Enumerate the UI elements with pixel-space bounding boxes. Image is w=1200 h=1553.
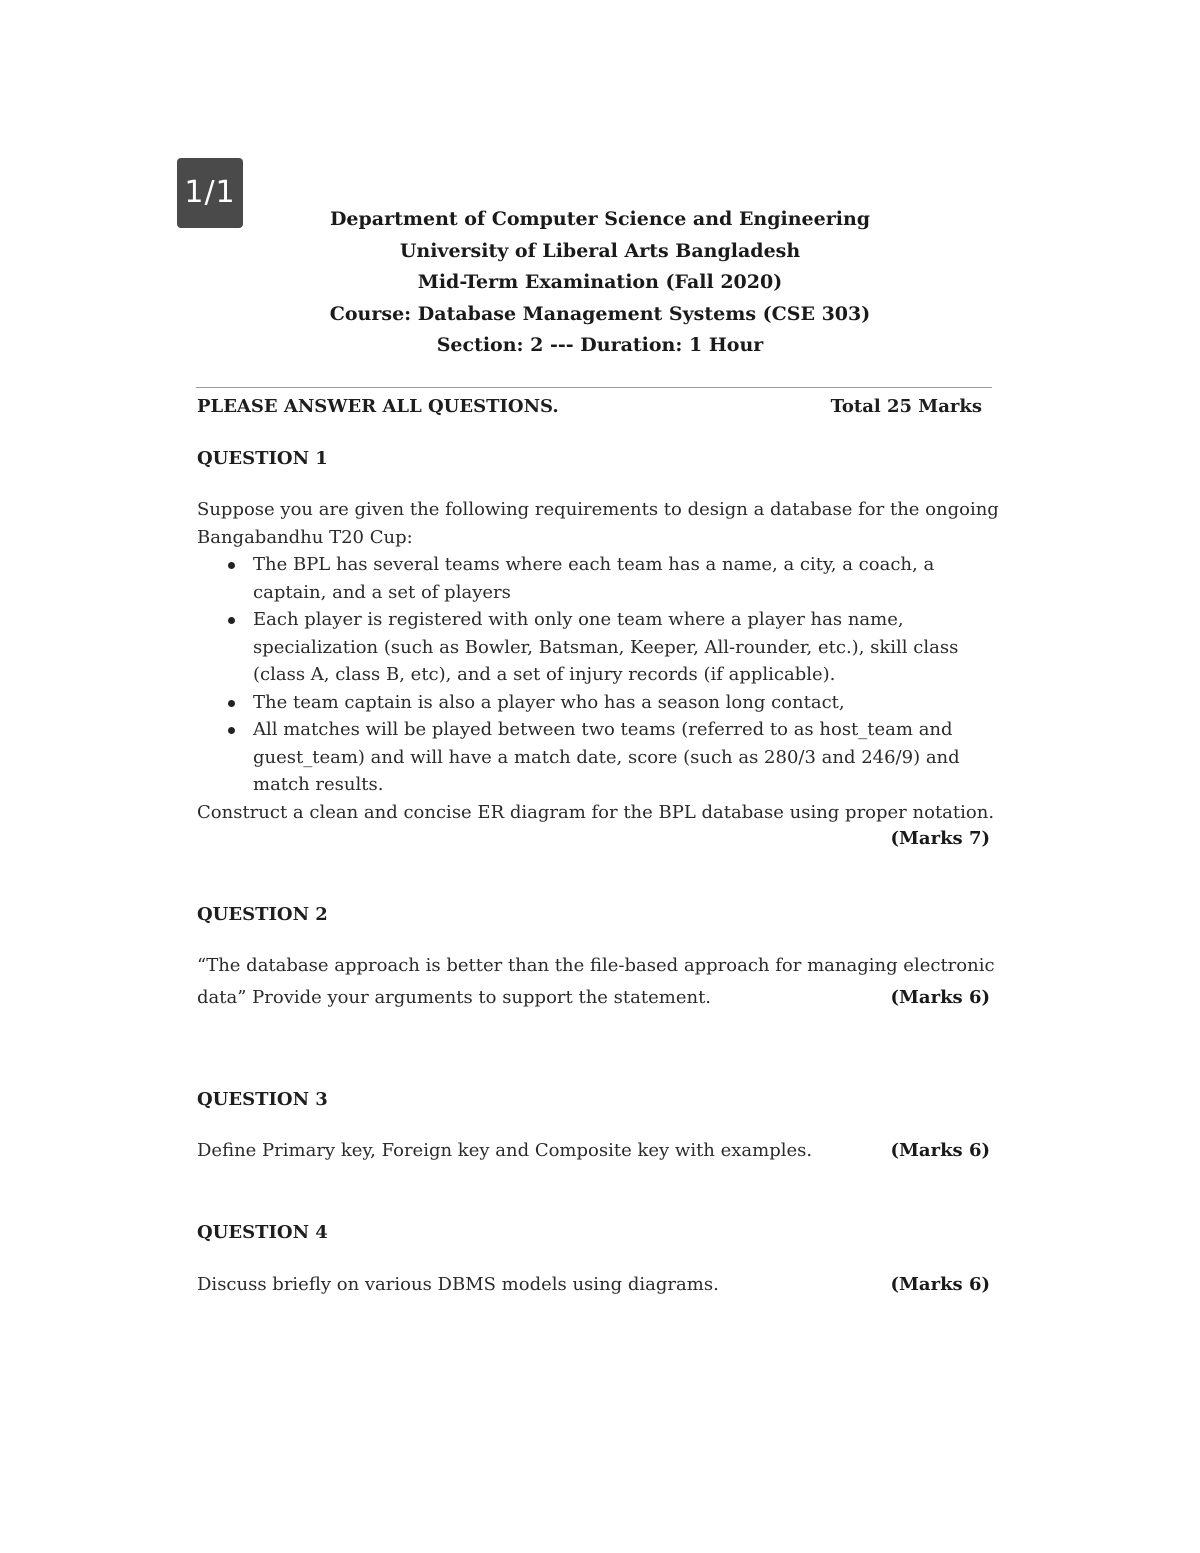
page-counter-badge: 1/1 [177, 158, 243, 228]
question-1-requirements-list [197, 551, 1002, 799]
question-1-closing: Construct a clean and concise ER diagram for the BPL database using proper notation. [197, 801, 995, 823]
list-item: All matches will be played between two teams (referred to as host_team and guest_team) and will have a match date, score (such as 280/3 and 246/9) and match results. [197, 716, 1002, 799]
header-divider [196, 387, 992, 388]
question-1-marks: (Marks 7) [890, 828, 990, 849]
bullet-icon [228, 727, 235, 734]
instructions-text: PLEASE ANSWER ALL QUESTIONS. [197, 396, 559, 417]
question-4-text: Discuss briefly on various DBMS models using diagrams. [197, 1274, 719, 1295]
question-2-line-2: data” Provide your arguments to support the statement. [197, 987, 712, 1008]
bullet-icon [228, 562, 235, 569]
question-4-heading: QUESTION 4 [197, 1222, 328, 1243]
university-line: University of Liberal Arts Bangladesh [399, 239, 801, 262]
bullet-icon [228, 700, 235, 707]
exam-header [300, 204, 900, 362]
question-2-line-1: “The database approach is better than the file-based approach for managing electronic [197, 955, 995, 976]
question-4-marks: (Marks 6) [890, 1274, 990, 1295]
question-2-heading: QUESTION 2 [197, 904, 328, 925]
question-3-marks: (Marks 6) [890, 1140, 990, 1161]
total-marks: Total 25 Marks [830, 396, 982, 417]
question-1-heading: QUESTION 1 [197, 448, 328, 469]
section-duration-line: Section: 2 --- Duration: 1 Hour [436, 334, 764, 357]
department-line: Department of Computer Science and Engineering [329, 208, 871, 230]
question-1-intro: Suppose you are given the following requirements to design a database for the ongoing Bangabandhu T20 Cup: [197, 499, 999, 548]
bullet-icon [228, 617, 235, 624]
question-3-heading: QUESTION 3 [197, 1089, 328, 1110]
question-2-marks: (Marks 6) [890, 987, 990, 1008]
list-item: Each player is registered with only one team where a player has name, specialization (such as Bowler, Batsman, Keeper, All-rounder, etc.), skill class (class A, class B, etc), and a set of injury records (if applicable). [197, 606, 1002, 689]
question-3-text: Define Primary key, Foreign key and Composite key with examples. [197, 1140, 813, 1161]
list-item: The team captain is also a player who has a season long contact, [197, 689, 1002, 717]
course-line: Course: Database Management Systems (CSE 303) [329, 302, 871, 325]
exam-title-line: Mid-Term Examination (Fall 2020) [417, 271, 783, 294]
question-1-body [197, 496, 1002, 826]
list-item: The BPL has several teams where each team has a name, a city, a coach, a captain, and a set of players [197, 551, 1002, 606]
